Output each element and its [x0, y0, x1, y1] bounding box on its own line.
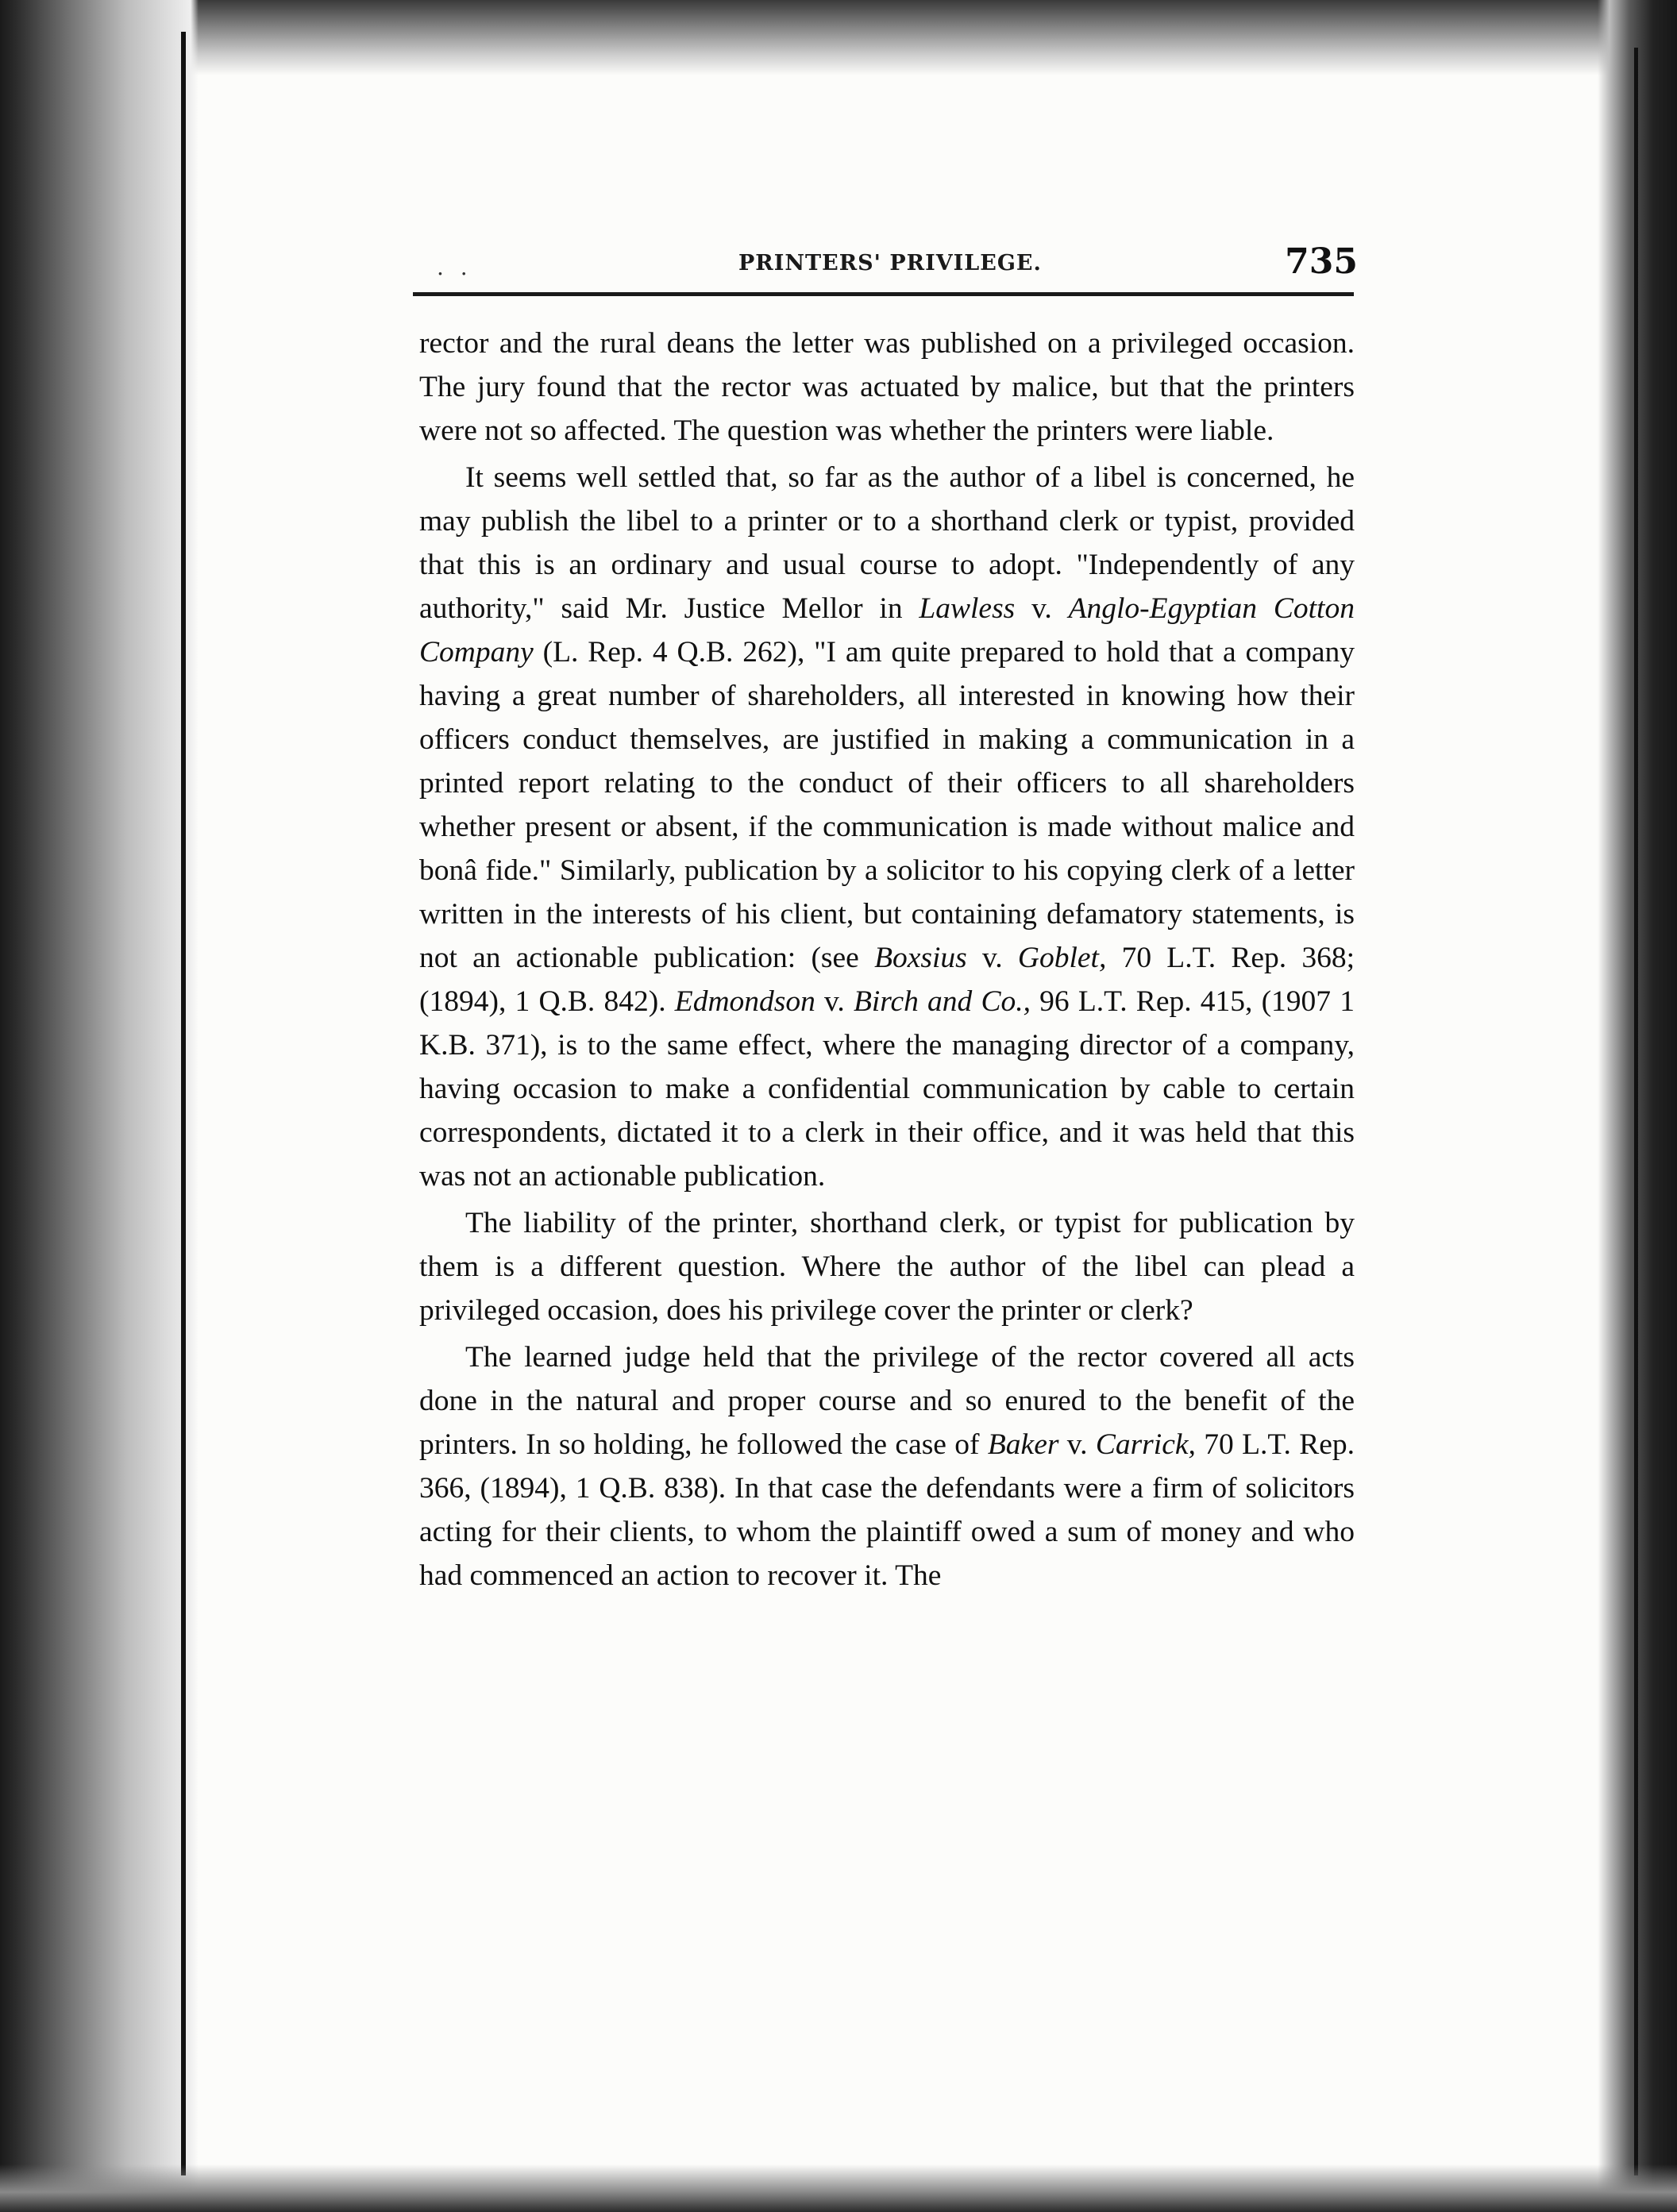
p4-text-b: 70 L.T. Rep. 366, (1894), 1 Q.B. 838). In that case the defendants were a firm of solicitors acting for their clients, to whom the plaintiff owed a sum of money and who had commenced an action to recover it. The — [419, 1428, 1355, 1592]
paragraph-1-text: rector and the rural deans the letter was published on a privileged occasion. The jury found that the rector was actuated by malice, but that the printers were not so affected. The question was whether the printers were liable. — [419, 327, 1355, 447]
p4-text-a: The learned judge held that the privilege of the rector covered all acts done in the natural and proper course and so enured to the benefit of the printers. In so holding, he followed the case of — [419, 1341, 1355, 1461]
versus: v. — [815, 985, 854, 1018]
binding-line — [181, 32, 186, 2175]
scan-top-edge — [0, 0, 1677, 75]
case-name-lawless: Lawless — [919, 592, 1016, 625]
paragraph-3-text: The liability of the printer, shorthand clerk, or typist for publication by them is a different question. Where the author of the libel can plead a privileged occasion, does his privilege cover the printer or clerk? — [419, 1207, 1355, 1327]
case-name-boxsius: Boxsius — [874, 942, 967, 974]
case-name-edmondson: Edmondson — [674, 985, 815, 1018]
paragraph-3 — [419, 1201, 1355, 1332]
p2-text-b: (L. Rep. 4 Q.B. 262), "I am quite prepared to hold that a company having a great number of shareholders, all interested in knowing how their officers conduct themselves, are justified in making a communication in a printed report relating to the conduct of their officers to all shareholders whether present or absent, if the communication is made without malice and bonâ fide." Similarly, publication by a solicitor to his copying clerk of a letter written in the interests of his client, but containing defamatory statements, is not an actionable publication: (see — [419, 636, 1355, 974]
versus: v. — [1058, 1428, 1096, 1461]
head-dots: . . — [437, 254, 472, 280]
paragraph-4 — [419, 1335, 1355, 1597]
p2-text-c: 70 L.T. Rep. 368; (1894), 1 Q.B. 842). — [419, 942, 1355, 1018]
p2-text-d: 96 L.T. Rep. 415, (1907 1 K.B. 371), is to the same effect, where the managing director of a company, having occasion to make a confidential communication by cable to certain correspondents, dictated it to a clerk in their office, and it was held that this was not an actionable publication. — [419, 985, 1355, 1193]
right-edge-line — [1634, 48, 1638, 2175]
versus: v. — [966, 942, 1018, 974]
header-rule — [413, 292, 1354, 296]
versus: v. — [1015, 592, 1069, 625]
running-head-title: PRINTERS' PRIVILEGE. — [738, 251, 1042, 276]
body-text — [419, 322, 1355, 1597]
case-name-anglo-egyptian: Anglo-Egyptian Cotton Company — [419, 592, 1355, 669]
case-name-carrick: Carrick, — [1095, 1428, 1196, 1461]
scan-bottom-edge — [0, 2164, 1677, 2212]
case-name-goblet: Goblet, — [1017, 942, 1107, 974]
case-name-birch: Birch and Co., — [853, 985, 1031, 1018]
p2-text-a: It seems well settled that, so far as the author of a libel is concerned, he may publish the libel to a printer or to a shorthand clerk or typist, provided that this is an ordinary and usual course to adopt. "Independently of any authority," said Mr. Justice Mellor in — [419, 461, 1355, 625]
running-head — [413, 238, 1358, 286]
paragraph-1 — [419, 322, 1355, 453]
case-name-baker: Baker — [987, 1428, 1059, 1461]
paragraph-2 — [419, 456, 1355, 1198]
page-number: 735 — [1285, 241, 1358, 282]
scan-left-binding — [0, 0, 199, 2212]
